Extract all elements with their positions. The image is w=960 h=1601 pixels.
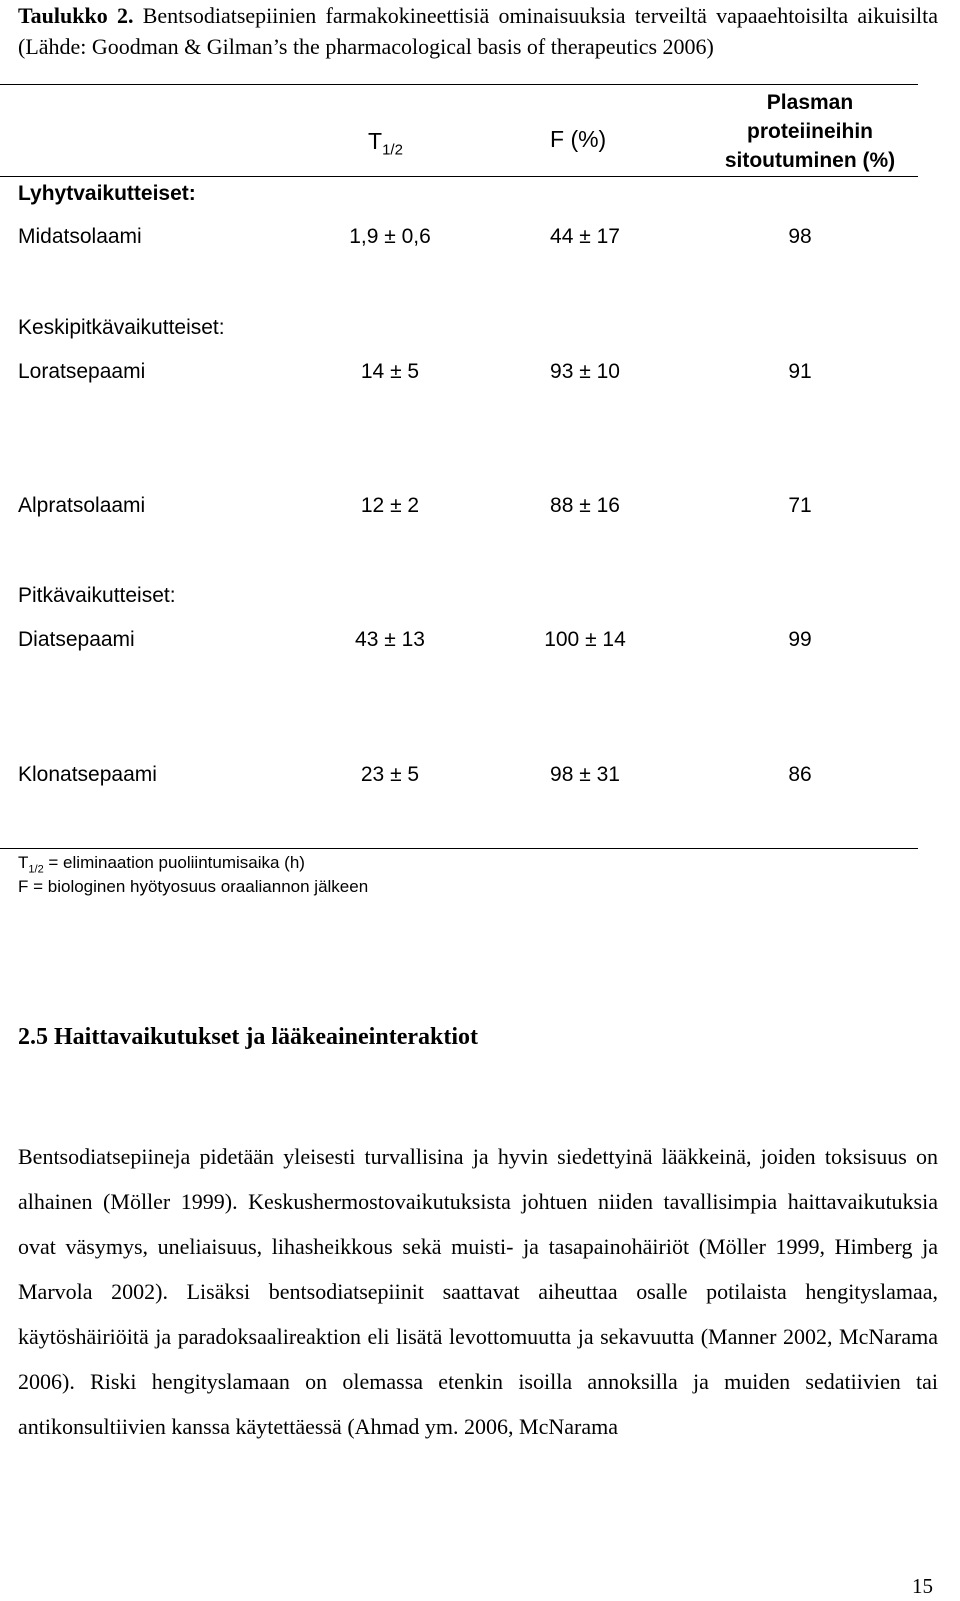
drug-name: Midatsolaami: [18, 225, 142, 248]
t-half-value: 14 ± 5: [360, 360, 420, 383]
protein-binding-value: 98: [788, 225, 812, 248]
caption-text: Bentsodiatsepiinien farmakokineettisiä ominaisuuksia terveiltä vapaaehtoisilta aikuisilta (Lähde: Goodman & Gilman’s the pharmacological basis of therapeutics 2006): [18, 3, 938, 59]
table-bottom-rule: [0, 848, 918, 849]
section-heading: 2.5 Haittavaikutukset ja lääkeaineinteraktiot: [18, 1024, 478, 1050]
drug-name: Alpratsolaami: [18, 494, 146, 517]
f-value: 88 ± 16: [550, 494, 620, 517]
header-plasma: Plasman proteiineihin sitoutuminen (%): [724, 91, 896, 172]
f-value: 93 ± 10: [550, 360, 620, 383]
page-number: 15: [912, 1574, 933, 1598]
caption-label: Taulukko 2.: [18, 3, 134, 28]
body-paragraph: Bentsodiatsepiineja pidetään yleisesti turvallisina ja hyvin siedettyinä lääkkeinä, joiden toksisuus on alhainen (Möller 1999). Keskushermostovaikutuksista johtuen niiden tavallisimpia haittavaikutuksia ovat väsymys, uneliaisuus, lihasheikkous sekä muisti- ja tasapainohäiriöt (Möller 1999, Himberg ja Marvola 2002). Lisäksi bentsodiatsepiinit saattavat aiheuttaa osalle potilaista hengityslamaa, käytöshäiriöitä ja paradoksaalireaktion eli lisätä levottomuutta ja sekavuutta (Manner 2002, McNarama 2006). Riski hengityslamaan on olemassa etenkin isoilla annoksilla ja muiden sedatiivien tai antikonsultiivien kanssa käytettäessä (Ahmad ym. 2006, McNarama: [18, 1144, 938, 1439]
f-value: 98 ± 31: [550, 763, 620, 786]
t-half-value: 43 ± 13: [355, 628, 425, 651]
header-t-half: $T_{1/2}$: [368, 128, 403, 159]
protein-binding-value: 71: [788, 494, 812, 517]
protein-binding-value: 91: [788, 360, 812, 383]
protein-binding-value: 99: [788, 628, 812, 651]
section-title-short: Lyhytvaikutteiset:: [18, 182, 196, 205]
table-caption: [18, 0, 938, 62]
section-title-long: Pitkävaikutteiset:: [18, 584, 176, 607]
f-value: 100 ± 14: [544, 628, 626, 651]
t-half-value: 23 ± 5: [360, 763, 420, 786]
drug-name: Klonatsepaami: [18, 763, 157, 786]
f-value: 44 ± 17: [550, 225, 620, 248]
protein-binding-value: 86: [788, 763, 812, 786]
header-f: F (%): [550, 126, 607, 152]
note-t-half: $T_{1/2}$ = eliminaation puoliintumisaika (h): [18, 853, 305, 876]
section-title-medium: Keskipitkävaikutteiset:: [18, 316, 225, 339]
drug-name: Diatsepaami: [18, 628, 135, 651]
header-bottom-rule: [0, 176, 918, 177]
table-top-rule: [0, 84, 918, 85]
drug-name: Loratsepaami: [18, 360, 146, 383]
t-half-value: 1,9 ± 0,6: [349, 225, 431, 248]
note-f: F = biologinen hyötyosuus oraaliannon jälkeen: [18, 877, 369, 896]
t-half-value: 12 ± 2: [360, 494, 420, 517]
